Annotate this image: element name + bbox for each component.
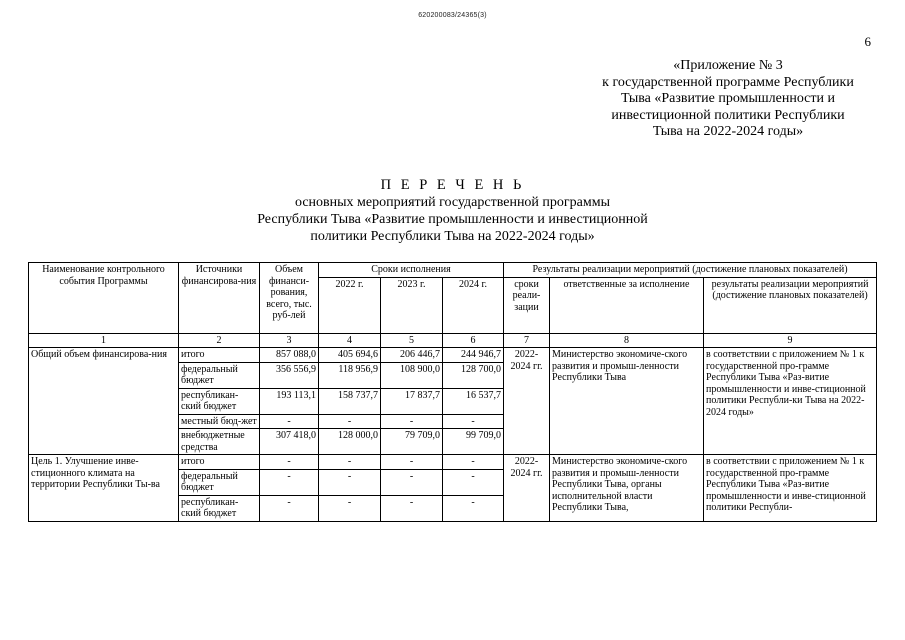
column-number: 9 (704, 333, 877, 348)
appendix-line: Тыва «Развитие промышленности и (621, 91, 835, 106)
event-name: Общий объем финансирова-ния (29, 348, 179, 455)
column-number: 5 (381, 333, 443, 348)
header-year-2022: 2022 г. (319, 277, 381, 333)
funding-2022: - (319, 495, 381, 521)
funding-total: - (260, 469, 319, 495)
heading-line: Республики Тыва «Развитие промышленности и инвестиционной (257, 212, 648, 227)
funding-2022: 158 737,7 (319, 388, 381, 414)
page-number: 6 (864, 34, 871, 49)
column-number: 6 (443, 333, 504, 348)
funding-2024: - (443, 495, 504, 521)
header-period: сроки реали-зации (504, 277, 550, 333)
funding-source: республикан-ский бюджет (179, 495, 260, 521)
header-responsible: ответственные за исполнение (550, 277, 704, 333)
appendix-line: к государственной программе Республики (602, 74, 854, 90)
funding-source: федеральный бюджет (179, 469, 260, 495)
appendix-note (560, 58, 896, 141)
funding-2023: - (381, 414, 443, 429)
table-row (29, 348, 877, 363)
appendix-line: инвестиционной политики Республики (611, 107, 845, 123)
expected-result: в соответствии с приложением № 1 к государственной про-грамме Республики Тыва «Раз-витие промышленности и инве-стиционной политики Республи-ки Тыва на 2022-2024 годы» (704, 348, 877, 455)
funding-2024: 244 946,7 (443, 348, 504, 363)
header-terms: Сроки исполнения (319, 263, 504, 278)
funding-2024: 16 537,7 (443, 388, 504, 414)
funding-2023: 206 446,7 (381, 348, 443, 363)
header-row (29, 263, 877, 278)
event-name: Цель 1. Улучшение инве-стиционного климата на территории Республики Ты-ва (29, 455, 179, 522)
funding-source: федеральный бюджет (179, 362, 260, 388)
header-outcome: результаты реализации мероприятий (достижение плановых показателей) (704, 277, 877, 333)
funding-2022: - (319, 455, 381, 470)
funding-2023: - (381, 495, 443, 521)
funding-2022: 405 694,6 (319, 348, 381, 363)
funding-source: итого (179, 455, 260, 470)
heading-title: П Е Р Е Ч Е Н Ь (380, 177, 525, 193)
header-results: Результаты реализации мероприятий (достижение плановых показателей) (504, 263, 877, 278)
funding-total: - (260, 495, 319, 521)
header-funding-source: Источники финансирова-ния (179, 263, 260, 334)
funding-2023: - (381, 469, 443, 495)
responsible-party: Министерство экономиче-ского развития и промыш-ленности Республики Тыва, органы исполнительной власти Республики Тыва, (550, 455, 704, 522)
header-total-funding: Объем финанси-рования, всего, тыс. руб-лей (260, 263, 319, 334)
responsible-party: Министерство экономиче-ского развития и промыш-ленности Республики Тыва (550, 348, 704, 455)
column-number: 8 (550, 333, 704, 348)
activities-table (28, 262, 877, 522)
funding-2023: 79 709,0 (381, 429, 443, 455)
column-number: 3 (260, 333, 319, 348)
implementation-period: 2022-2024 гг. (504, 455, 550, 522)
funding-2024: - (443, 469, 504, 495)
funding-total: 307 418,0 (260, 429, 319, 455)
funding-total: 857 088,0 (260, 348, 319, 363)
funding-2024: - (443, 414, 504, 429)
funding-2024: 99 709,0 (443, 429, 504, 455)
funding-total: 356 556,9 (260, 362, 319, 388)
funding-source: внебюджетные средства (179, 429, 260, 455)
funding-2022: - (319, 469, 381, 495)
table-row (29, 455, 877, 470)
header-year-2023: 2023 г. (381, 277, 443, 333)
column-number-row (29, 333, 877, 348)
header-event-name: Наименование контрольного события Программы (29, 263, 179, 334)
funding-2023: 17 837,7 (381, 388, 443, 414)
expected-result: в соответствии с приложением № 1 к государственной про-грамме Республики Тыва «Раз-витие промышленности и инве-стиционной политики Республи- (704, 455, 877, 522)
funding-2022: 118 956,9 (319, 362, 381, 388)
column-number: 1 (29, 333, 179, 348)
heading-line: политики Республики Тыва на 2022-2024 годы» (310, 229, 595, 244)
document-id: 620200083/24365(3) (418, 12, 487, 19)
heading-line: основных мероприятий государственной программы (294, 195, 610, 210)
funding-total: - (260, 414, 319, 429)
column-number: 2 (179, 333, 260, 348)
implementation-period: 2022-2024 гг. (504, 348, 550, 455)
funding-total: 193 113,1 (260, 388, 319, 414)
funding-2024: - (443, 455, 504, 470)
funding-source: местный бюд-жет (179, 414, 260, 429)
funding-2024: 128 700,0 (443, 362, 504, 388)
funding-2023: - (381, 455, 443, 470)
appendix-line: «Приложение № 3 (673, 58, 783, 73)
appendix-line: Тыва на 2022-2024 годы» (652, 124, 804, 139)
header-year-2024: 2024 г. (443, 277, 504, 333)
funding-source: республикан-ский бюджет (179, 388, 260, 414)
funding-2022: - (319, 414, 381, 429)
column-number: 7 (504, 333, 550, 348)
funding-source: итого (179, 348, 260, 363)
funding-2022: 128 000,0 (319, 429, 381, 455)
document-heading (0, 177, 905, 245)
funding-2023: 108 900,0 (381, 362, 443, 388)
funding-total: - (260, 455, 319, 470)
column-number: 4 (319, 333, 381, 348)
